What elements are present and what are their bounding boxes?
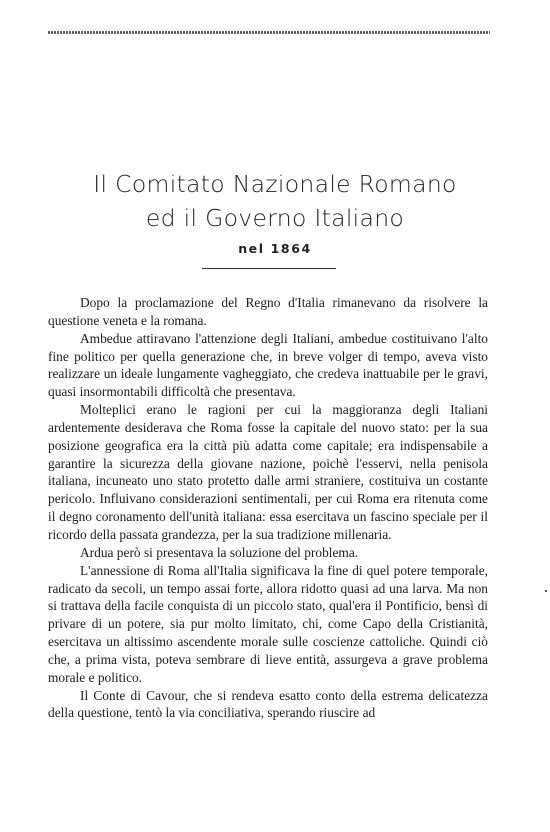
page-title-line-1: Il Comitato Nazionale Romano [93, 170, 457, 198]
paragraph-5: L'annessione di Roma all'Italia significava la fine di quel potere temporale, radicato da secoli, un tempo assai forte, allora ridotto quasi ad una larva. Ma non si trattava della facile conquista di un piccolo stato, qual'era il Pontificio, bensì di privare di un potere, sia pur molto limitato, chi, come Capo della Cristianità, esercitava un altissimo ascendente morale sulle coscienze cattoliche. Quindi ciò che, a prima vista, poteva sembrare di lieve entità, assurgeva a grave problema morale e politico. [48, 562, 488, 685]
body-text [48, 294, 488, 722]
paragraph-6: Il Conte di Cavour, che si rendeva esatto conto della estrema delicatezza della questione, tentò la via conciliativa, sperando riuscire ad [48, 687, 488, 721]
paragraph-4: Ardua però si presentava la soluzione del problema. [80, 544, 359, 560]
page-subtitle-year: nel 1864 [238, 241, 312, 256]
margin-speck [545, 590, 547, 592]
top-header-rule [48, 31, 490, 34]
paragraph-1: Dopo la proclamazione del Regno d'Italia rimanevano da risolvere la questione veneta e la romana. [48, 295, 488, 328]
page-title-line-2: ed il Governo Italiano [145, 204, 405, 232]
paragraph-2: Ambedue attiravano l'attenzione degli Italiani, ambedue costituivano l'alto fine politico per quella generazione che, in breve volger di tempo, aveva visto realizzare un ideale lungamente vagheggiato, che credeva inattuabile per le gravi, quasi insormontabili difficoltà che presentava. [48, 330, 488, 400]
title-divider-rule [202, 268, 336, 269]
paragraph-3: Molteplici erano le ragioni per cui la maggioranza degli Italiani ardentemente desiderava che Roma fosse la capitale del nuovo stato: per la sua posizione geografica era la città più adatta come capitale; era indispensabile a garantire la sicurezza della giovane nazione, poichè l'esservi, nella penisola italiana, incuneato uno stato protetto dalle armi straniere, costituiva un costante pericolo. Influivano considerazioni sentimentali, per cui Roma era ritenuta come il degno coronamento dell'unità italiana: essa esercitava un fascino speciale per il ricordo della passata grandezza, per la sua tradizione millenaria. [48, 402, 488, 542]
